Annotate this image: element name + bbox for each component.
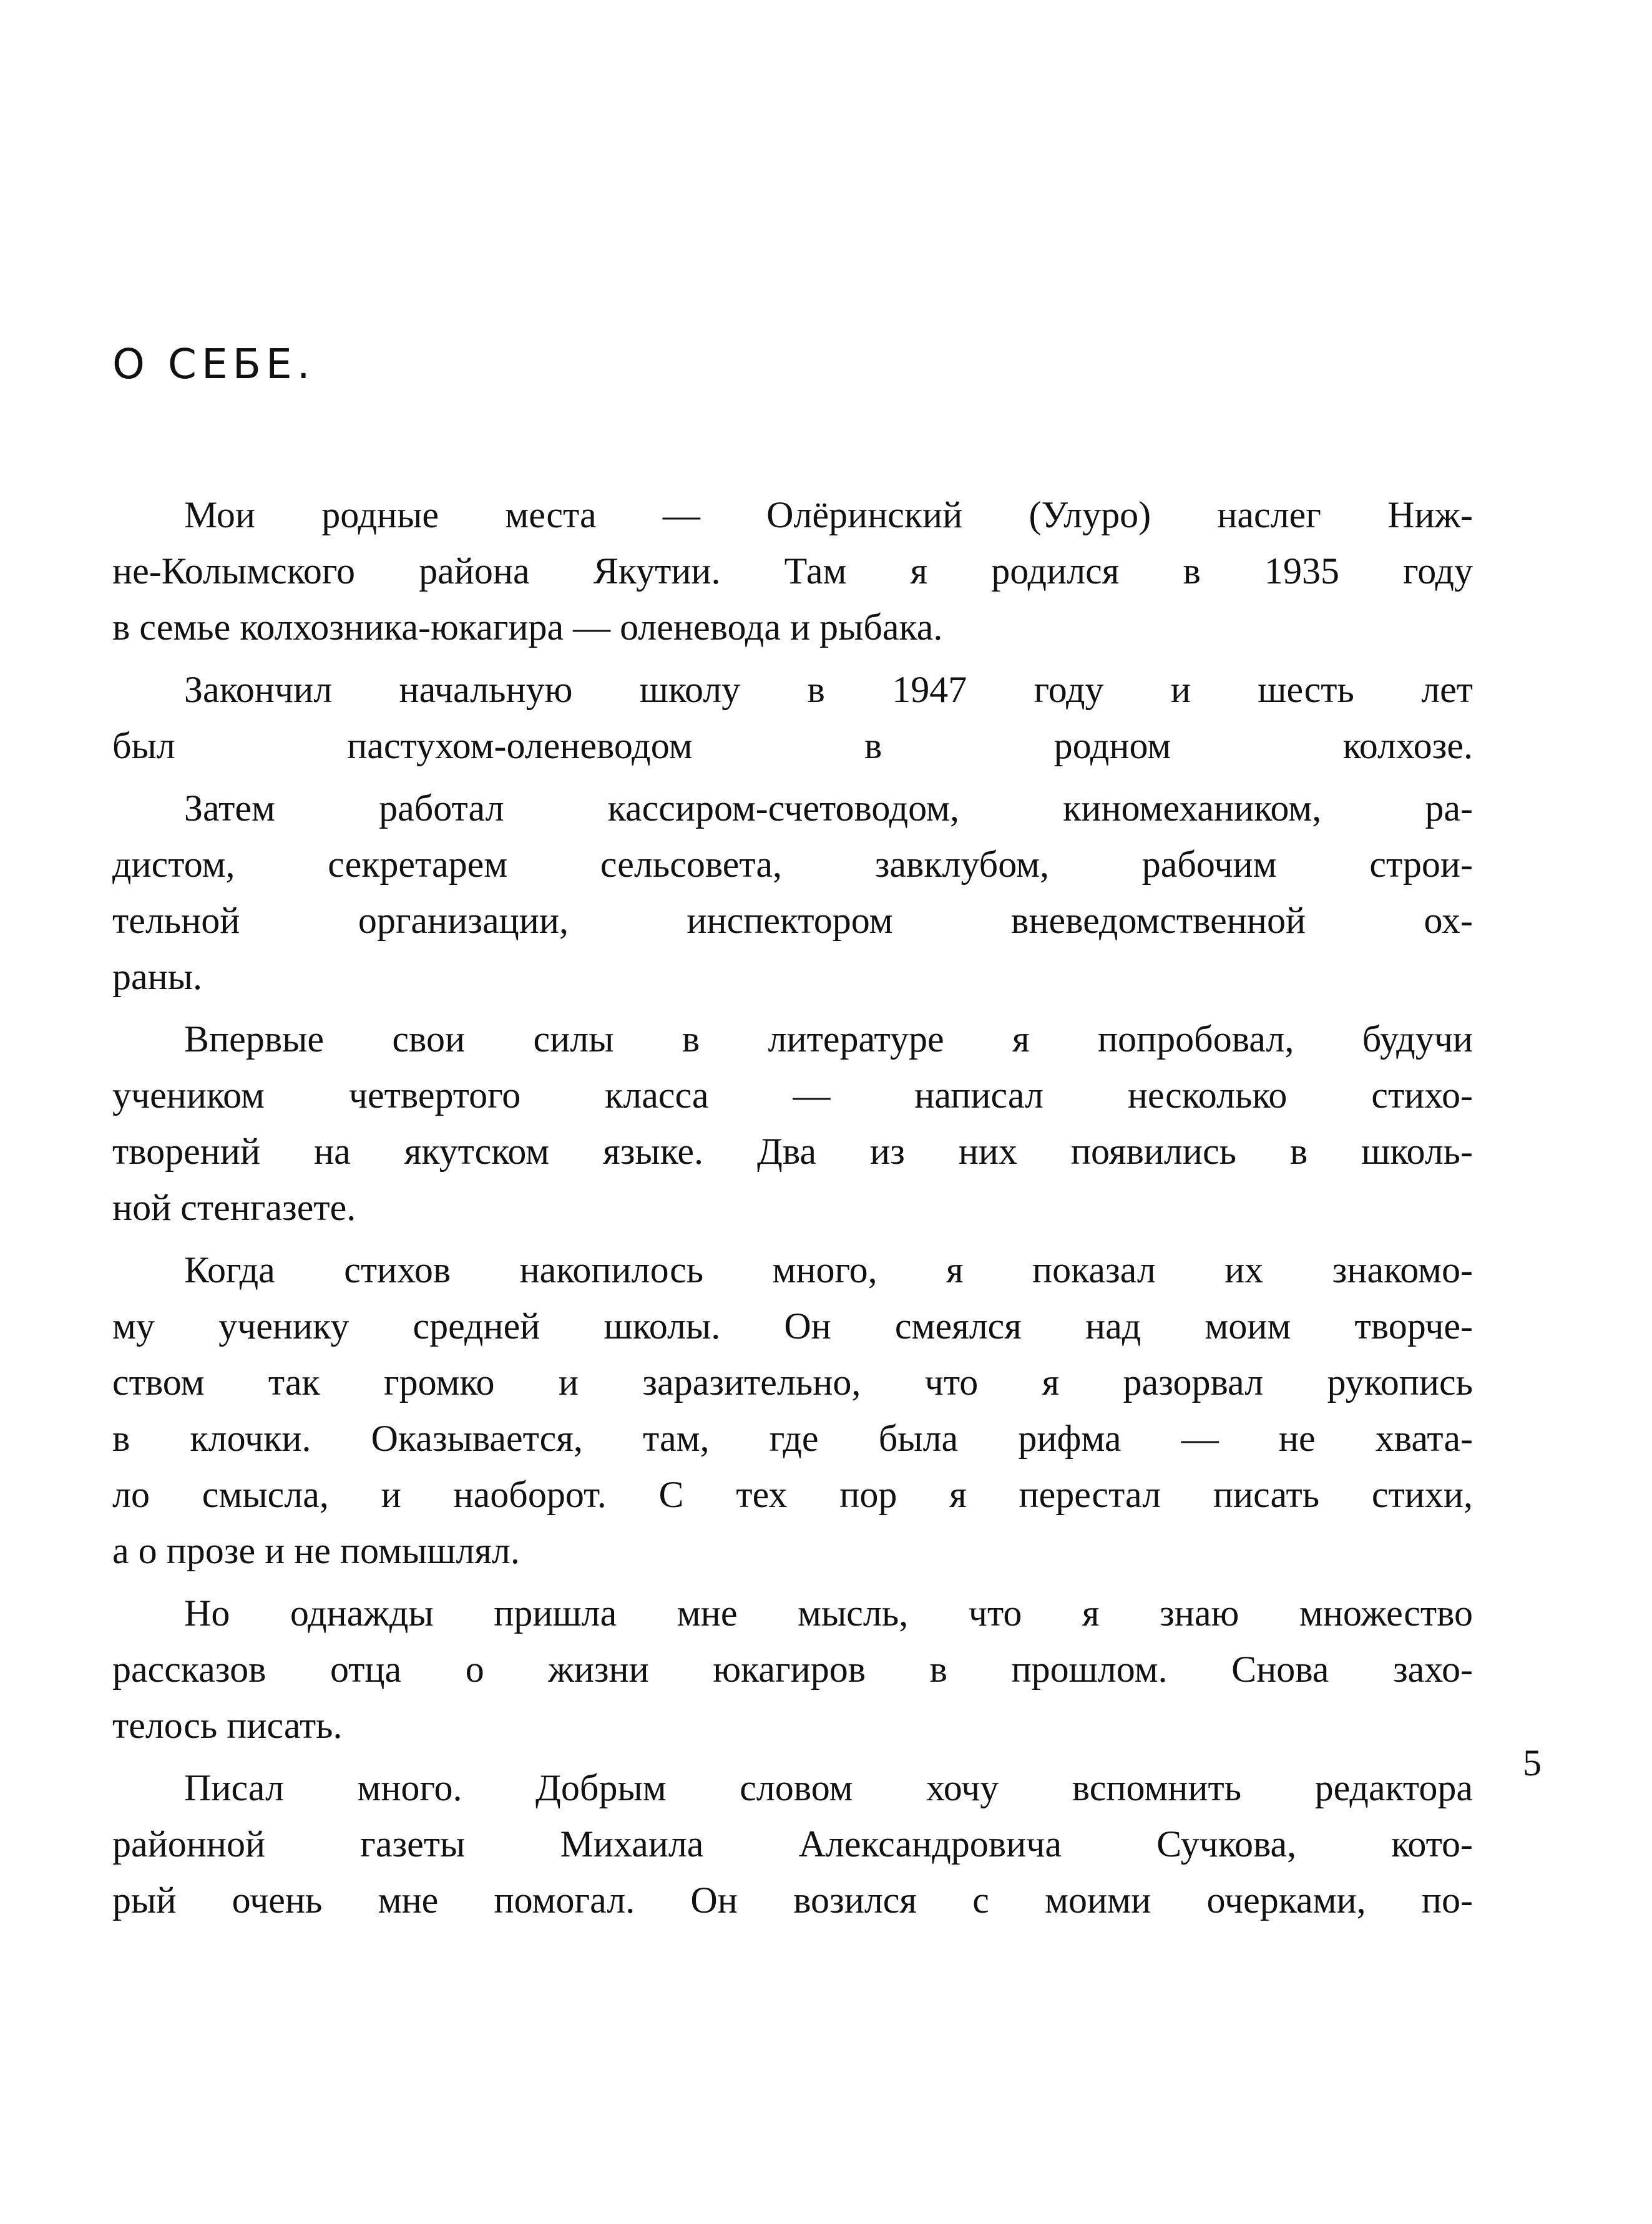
text-line: в клочки. Оказывается, там, где была рифма — не хвата- [112,1418,1473,1459]
text-line: рый очень мне помогал. Он возился с моими очерками, по- [112,1880,1473,1921]
text-line: учеником четвертого класса — написал несколько стихо- [112,1075,1473,1116]
text-line: Мои родные места — Олёринский (Улуро) наслег Ниж- [184,494,1473,535]
text-line: тельной организации, инспектором вневедомственной ох- [112,900,1473,941]
text-line: творений на якутском языке. Два из них появились в школь- [112,1131,1473,1172]
paragraph [112,661,1473,774]
text-line: му ученику средней школы. Он смеялся над моим творче- [112,1305,1473,1347]
section-heading: О СЕБЕ. [112,340,315,388]
page-number: 5 [1523,1742,1542,1783]
text-line: Но однажды пришла мне мысль, что я знаю множество [184,1592,1473,1634]
text-line: Затем работал кассиром-счетоводом, киномехаником, ра- [184,788,1473,829]
text-line: дистом, секретарем сельсовета, завклубом, рабочим строи- [112,844,1473,885]
paragraph [112,1011,1473,1236]
text-line: ной стенгазете. [112,1187,356,1228]
text-line: Когда стихов накопилось много, я показал их знакомо- [184,1249,1473,1290]
text-line: Впервые свои силы в литературе я попробовал, будучи [184,1018,1473,1060]
body-text [112,487,1473,1934]
paragraph [112,487,1473,655]
text-line: ло смысла, и наоборот. С тех пор я перестал писать стихи, [112,1474,1473,1515]
paragraph [112,1585,1473,1753]
text-line: рассказов отца о жизни юкагиров в прошлом. Снова захо- [112,1649,1473,1690]
paragraph [112,1760,1473,1928]
paragraph [112,780,1473,1005]
text-line: а о прозе и не помышлял. [112,1530,520,1571]
text-line: ством так громко и заразительно, что я разорвал рукопись [112,1362,1473,1403]
text-line: не-Колымского района Якутии. Там я родился в 1935 году [112,550,1473,592]
text-line: районной газеты Михаила Александровича Сучкова, кото- [112,1823,1473,1865]
text-line: был пастухом-оленеводом в родном колхозе. [112,725,1473,766]
text-line: телось писать. [112,1705,343,1746]
text-line: в семье колхозника-юкагира — оленевода и рыбака. [112,607,943,648]
paragraph [112,1242,1473,1579]
text-line: Закончил начальную школу в 1947 году и шесть лет [184,669,1473,710]
text-line: Писал много. Добрым словом хочу вспомнить редактора [184,1767,1473,1808]
text-line: раны. [112,956,203,997]
